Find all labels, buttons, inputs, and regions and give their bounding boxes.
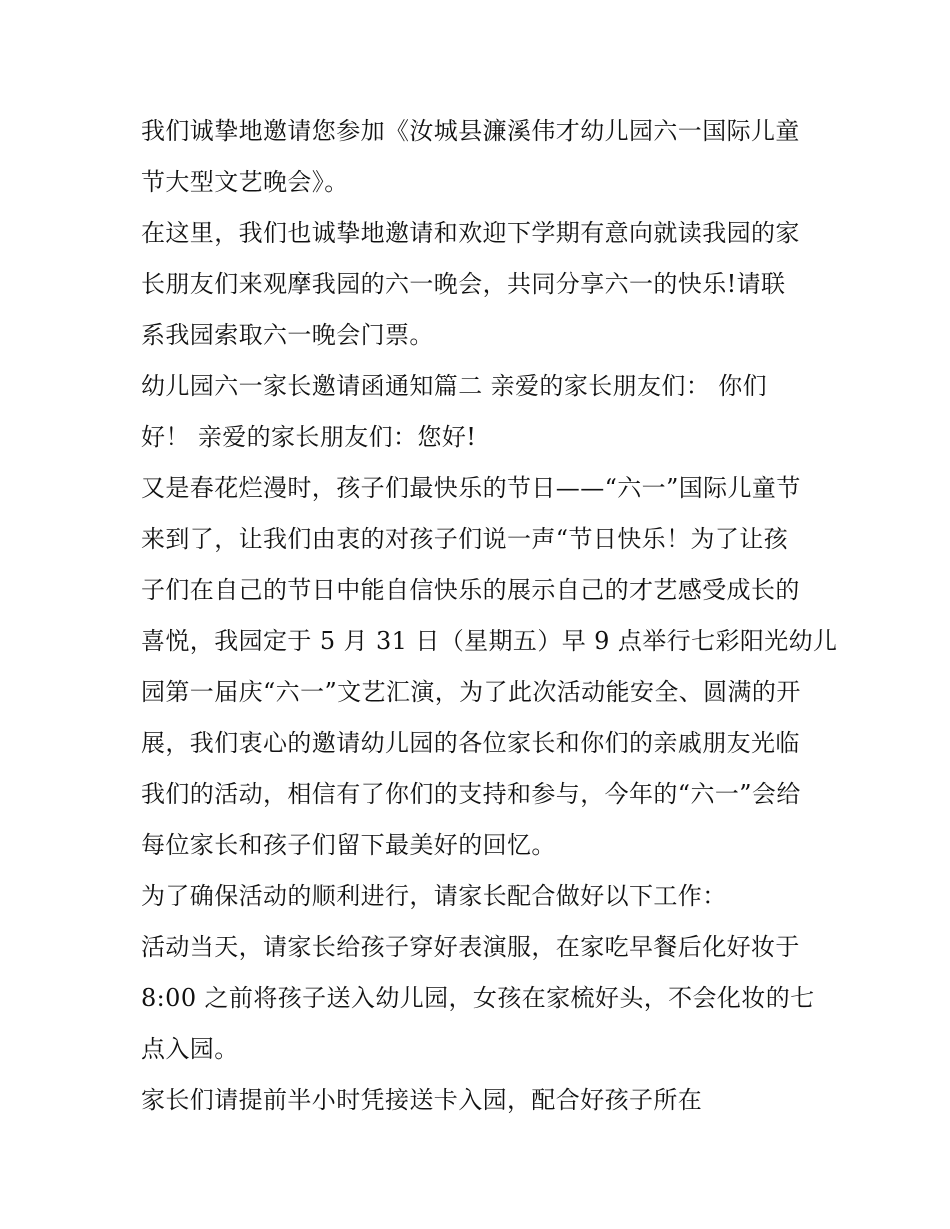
text-line-6: 幼儿园六一家长邀请函通知篇二 亲爱的家长朋友们： 你们 — [141, 372, 768, 400]
text-line-2: 节大型文艺晚会》。 — [141, 168, 349, 196]
text-line-20: 家长们请提前半小时凭接送卡入园，配合好孩子所在 — [141, 1086, 703, 1114]
text-line-19: 点入园。 — [141, 1035, 239, 1063]
text-line-1: 我们诚挚地邀请您参加《汝城县濂溪伟才幼儿园六一国际儿童 — [141, 117, 800, 145]
text-line-15: 每位家长和孩子们留下最美好的回忆。 — [141, 831, 556, 859]
text-line-18: 8:00 之前将孩子送入幼儿园，女孩在家梳好头，不会化妆的七 — [141, 984, 815, 1012]
text-line-13: 展，我们衷心的邀请幼儿园的各位家长和你们的亲戚朋友光临 — [141, 729, 800, 757]
text-line-10: 子们在自己的节日中能自信快乐的展示自己的才艺感受成长的 — [141, 576, 800, 604]
text-line-12: 园第一届庆“六一”文艺汇演，为了此次活动能安全、圆满的开 — [141, 678, 801, 706]
text-line-5: 系我园索取六一晚会门票。 — [141, 321, 434, 349]
text-line-11: 喜悦，我园定于 5 月 31 日（星期五）早 9 点举行七彩阳光幼儿 — [141, 627, 838, 655]
text-line-3: 在这里，我们也诚挚地邀请和欢迎下学期有意向就读我园的家 — [141, 219, 800, 247]
text-line-9: 来到了，让我们由衷的对孩子们说一声“节日快乐！为了让孩 — [141, 525, 789, 553]
text-line-8: 又是春花烂漫时，孩子们最快乐的节日——“六一”国际儿童节 — [141, 474, 801, 502]
text-line-16: 为了确保活动的顺利进行，请家长配合做好以下工作： — [141, 882, 727, 910]
text-line-17: 活动当天，请家长给孩子穿好表演服，在家吃早餐后化好妆于 — [141, 933, 800, 961]
text-line-4: 长朋友们来观摩我园的六一晚会，共同分享六一的快乐!请联 — [141, 270, 786, 298]
text-line-7: 好！ 亲爱的家长朋友们：您好! — [141, 423, 477, 451]
text-line-14: 我们的活动，相信有了你们的支持和参与，今年的“六一”会给 — [141, 780, 801, 808]
document-body — [141, 106, 838, 1126]
